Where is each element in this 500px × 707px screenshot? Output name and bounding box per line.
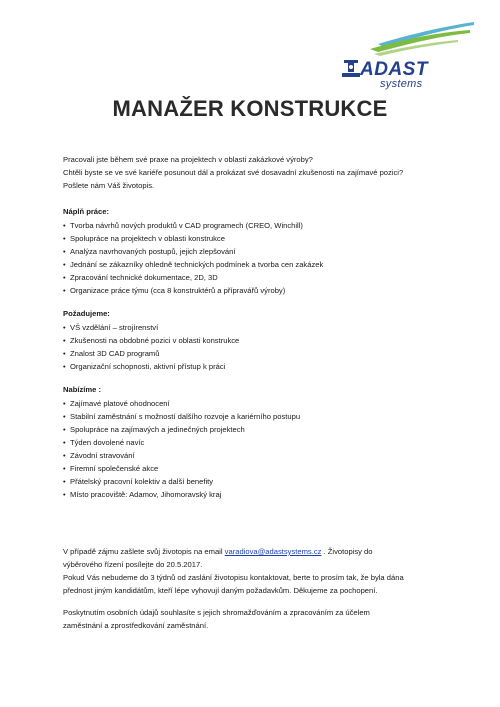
contact-text: V případě zájmu zašlete svůj životopis na email (63, 547, 225, 556)
consent-line: Poskytnutím osobních údajů souhlasíte s jejich shromažďováním a zpracováním za účelem (63, 608, 370, 617)
list-item: • Stabilní zaměstnání s možností dalšího rozvoje a kariérního postupu (63, 410, 463, 423)
list-item: • Přátelský pracovní kolektiv a další benefity (63, 475, 463, 488)
section-heading-duties: Náplň práce: (63, 207, 109, 216)
contact-line (63, 545, 463, 558)
section-heading-requirements: Požadujeme: (63, 309, 110, 318)
list-item: • Týden dovolené navíc (63, 436, 463, 449)
list-item: • Zajímavé platové ohodnocení (63, 397, 463, 410)
offer-list (63, 397, 463, 501)
list-item: • Tvorba návrhů nových produktů v CAD programech (CREO, Winchill) (63, 219, 463, 232)
intro-line: Pracovali jste během své praxe na projektech v oblasti zakázkové výroby? (63, 155, 313, 164)
list-item: • Jednání se zákazníky ohledně technických podmínek a tvorba cen zakázek (63, 258, 463, 271)
list-item: • Spolupráce na zajímavých a jedinečných projektech (63, 423, 463, 436)
consent-block (63, 606, 463, 632)
company-logo (308, 18, 478, 98)
list-item: • Organizace práce týmu (cca 8 konstruktérů a přípravářů výroby) (63, 284, 463, 297)
list-item: • Spolupráce na projektech v oblasti konstrukce (63, 232, 463, 245)
list-item: • Závodní stravování (63, 449, 463, 462)
intro-line: Chtěli byste se ve své kariéře posunout dál a prokázat své dosavadní zkušenosti na zajímavé pozici? (63, 168, 404, 177)
posting-content (63, 153, 463, 632)
contact-text: . Životopisy do (321, 547, 373, 556)
page-title: MANAŽER KONSTRUKCE (112, 96, 388, 121)
list-item: • Zpracování technické dokumentace, 2D, 3D (63, 271, 463, 284)
requirements-list (63, 321, 463, 373)
logo-wordmark: ADAST (360, 59, 428, 80)
duties-list (63, 219, 463, 297)
contact-line: výběrového řízení posílejte do 20.5.2017. (63, 560, 203, 569)
intro-line: Pošlete nám Váš životopis. (63, 181, 155, 190)
list-item: • Firemní společenské akce (63, 462, 463, 475)
contact-block (63, 545, 463, 597)
list-item: • VŠ vzdělání – strojírenství (63, 321, 463, 334)
list-item: • Zkušenosti na obdobné pozici v oblasti konstrukce (63, 334, 463, 347)
consent-line: zaměstnání a zprostředkování zaměstnání. (63, 621, 209, 630)
list-item: • Analýza navrhovaných postupů, jejich zlepšování (63, 245, 463, 258)
section-heading-offer: Nabízíme : (63, 385, 101, 394)
list-item: • Místo pracoviště: Adamov, Jihomoravský kraj (63, 488, 463, 501)
contact-line: Pokud Vás nebudeme do 3 týdnů od zaslání životopisu kontaktovat, berte to prosím tak, že byla dána (63, 573, 404, 582)
intro-block (63, 153, 463, 192)
contact-line: přednost jiným kandidátům, kteří lépe vyhovují daným požadavkům. Děkujeme za pochopení. (63, 586, 378, 595)
email-link[interactable]: varadiova@adastsystems.cz (224, 547, 322, 556)
list-item: • Znalost 3D CAD programů (63, 347, 463, 360)
logo-subtitle: systems (380, 78, 423, 90)
list-item: • Organizační schopnosti, aktivní přístup k práci (63, 360, 463, 373)
